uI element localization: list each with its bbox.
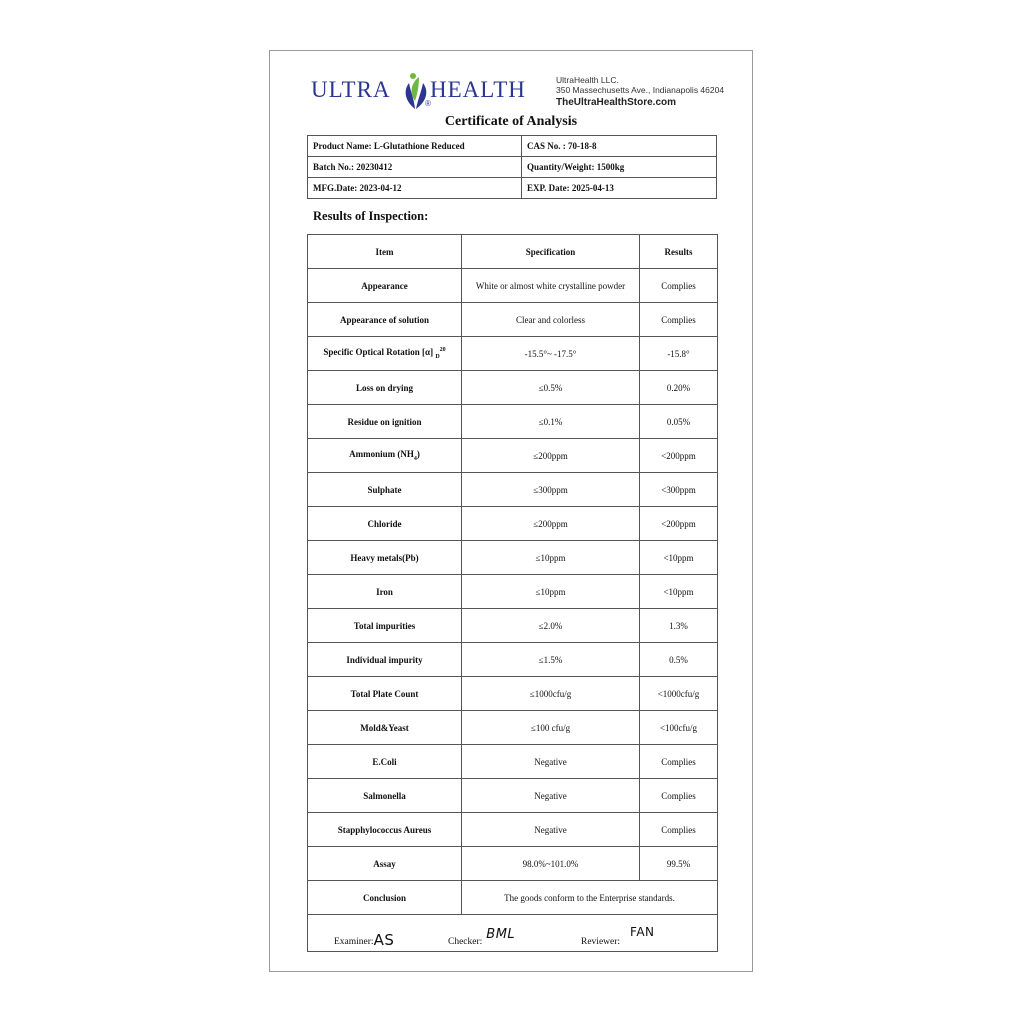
row-specification: ≤10ppm (462, 541, 640, 575)
row-item: Stapphylococcus Aureus (308, 813, 462, 847)
results-heading: Results of Inspection: (313, 209, 429, 223)
row-specification: ≤100 cfu/g (462, 711, 640, 745)
table-row (308, 575, 718, 609)
table-row (308, 609, 718, 643)
table-row (308, 745, 718, 779)
row-item: Appearance of solution (308, 303, 462, 337)
signature-row (308, 915, 718, 952)
row-specification: ≤200ppm (462, 507, 640, 541)
row-item: E.Coli (308, 745, 462, 779)
row-item: Sulphate (308, 473, 462, 507)
row-item-text: Specific Optical Rotation [α] (323, 347, 436, 358)
ultrahealth-logo (311, 71, 536, 111)
exp-date: EXP. Date: 2025-04-13 (522, 178, 717, 199)
row-specification: ≤200ppm (462, 439, 640, 473)
row-item: Loss on drying (308, 371, 462, 405)
row-item: Chloride (308, 507, 462, 541)
table-row (308, 337, 718, 371)
info-row (308, 157, 717, 178)
reviewer-handwriting: FAN (630, 925, 655, 939)
row-result: Complies (640, 779, 718, 813)
conclusion-text: The goods conform to the Enterprise standards. (462, 881, 718, 915)
row-item: Total impurities (308, 609, 462, 643)
row-result: <200ppm (640, 439, 718, 473)
row-item (308, 439, 462, 473)
row-result: <100cfu/g (640, 711, 718, 745)
company-address-block (556, 75, 724, 108)
row-item: Assay (308, 847, 462, 881)
row-specification: ≤300ppm (462, 473, 640, 507)
column-header-specification: Specification (462, 235, 640, 269)
examiner-signature (334, 930, 448, 948)
row-specification: Negative (462, 813, 640, 847)
table-row (308, 779, 718, 813)
row-result: 0.5% (640, 643, 718, 677)
row-result: <300ppm (640, 473, 718, 507)
row-item-text-end: ) (416, 449, 420, 460)
table-row (308, 439, 718, 473)
conclusion-label: Conclusion (308, 881, 462, 915)
row-specification: ≤1.5% (462, 643, 640, 677)
row-item (308, 337, 462, 371)
examiner-label: Examiner: (334, 937, 374, 947)
row-specification: ≤0.1% (462, 405, 640, 439)
row-result: <1000cfu/g (640, 677, 718, 711)
logo-word-right: HEALTH (430, 77, 526, 102)
quantity-weight: Quantity/Weight: 1500kg (522, 157, 717, 178)
row-specification: ≤10ppm (462, 575, 640, 609)
row-specification: White or almost white crystalline powder (462, 269, 640, 303)
row-result: 1.3% (640, 609, 718, 643)
logo-word-left: ULTRA (311, 77, 391, 102)
examiner-handwriting: AS (373, 931, 395, 949)
checker-signature (448, 927, 581, 948)
checker-label: Checker: (448, 937, 483, 947)
table-row (308, 847, 718, 881)
row-result: 0.20% (640, 371, 718, 405)
row-item-subscript: D (435, 353, 440, 360)
info-row (308, 178, 717, 199)
table-row (308, 677, 718, 711)
company-website: TheUltraHealthStore.com (556, 97, 677, 108)
table-row (308, 813, 718, 847)
company-name: UltraHealth LLC. (556, 75, 619, 85)
row-item-subscript: 4 (413, 455, 417, 462)
row-specification: ≤2.0% (462, 609, 640, 643)
table-row (308, 473, 718, 507)
product-name: Product Name: L-Glutathione Reduced (308, 136, 522, 157)
table-header-row (308, 235, 718, 269)
row-specification: -15.5°~ -17.5° (462, 337, 640, 371)
table-row (308, 371, 718, 405)
row-specification: Negative (462, 745, 640, 779)
row-result: Complies (640, 745, 718, 779)
table-row (308, 541, 718, 575)
row-item-superscript: 20 (439, 347, 446, 354)
info-row (308, 136, 717, 157)
registered-mark: ® (425, 99, 431, 108)
row-result: Complies (640, 813, 718, 847)
product-info-table (307, 135, 717, 199)
row-result: <10ppm (640, 575, 718, 609)
column-header-results: Results (640, 235, 718, 269)
table-row (308, 643, 718, 677)
row-specification: 98.0%~101.0% (462, 847, 640, 881)
row-result: 99.5% (640, 847, 718, 881)
row-item: Mold&Yeast (308, 711, 462, 745)
company-address: 350 Massechusetts Ave., Indianapolis 46204 (556, 85, 725, 95)
row-result: <10ppm (640, 541, 718, 575)
row-result: -15.8° (640, 337, 718, 371)
reviewer-label: Reviewer: (581, 937, 621, 947)
row-specification: ≤1000cfu/g (462, 677, 640, 711)
certificate-page (269, 50, 753, 972)
row-specification: Clear and colorless (462, 303, 640, 337)
table-row (308, 269, 718, 303)
cas-number: CAS No. : 70-18-8 (522, 136, 717, 157)
row-item: Total Plate Count (308, 677, 462, 711)
row-item: Iron (308, 575, 462, 609)
document-title: Certificate of Analysis (444, 114, 578, 129)
conclusion-row (308, 881, 718, 915)
row-specification: Negative (462, 779, 640, 813)
row-item: Individual impurity (308, 643, 462, 677)
row-item: Heavy metals(Pb) (308, 541, 462, 575)
row-result: Complies (640, 269, 718, 303)
reviewer-signature (581, 925, 655, 947)
row-item-text: Ammonium (NH (349, 449, 414, 460)
row-specification: ≤0.5% (462, 371, 640, 405)
row-item: Appearance (308, 269, 462, 303)
row-item: Residue on ignition (308, 405, 462, 439)
table-row (308, 405, 718, 439)
table-row (308, 507, 718, 541)
table-row (308, 303, 718, 337)
row-result: <200ppm (640, 507, 718, 541)
row-result: Complies (640, 303, 718, 337)
column-header-item: Item (308, 235, 462, 269)
row-result: 0.05% (640, 405, 718, 439)
mfg-date: MFG.Date: 2023-04-12 (308, 178, 522, 199)
batch-number: Batch No.: 20230412 (308, 157, 522, 178)
table-row (308, 711, 718, 745)
checker-handwriting: BML (486, 927, 516, 942)
row-item: Salmonella (308, 779, 462, 813)
inspection-results-table (307, 234, 718, 952)
signature-cell (308, 915, 718, 952)
